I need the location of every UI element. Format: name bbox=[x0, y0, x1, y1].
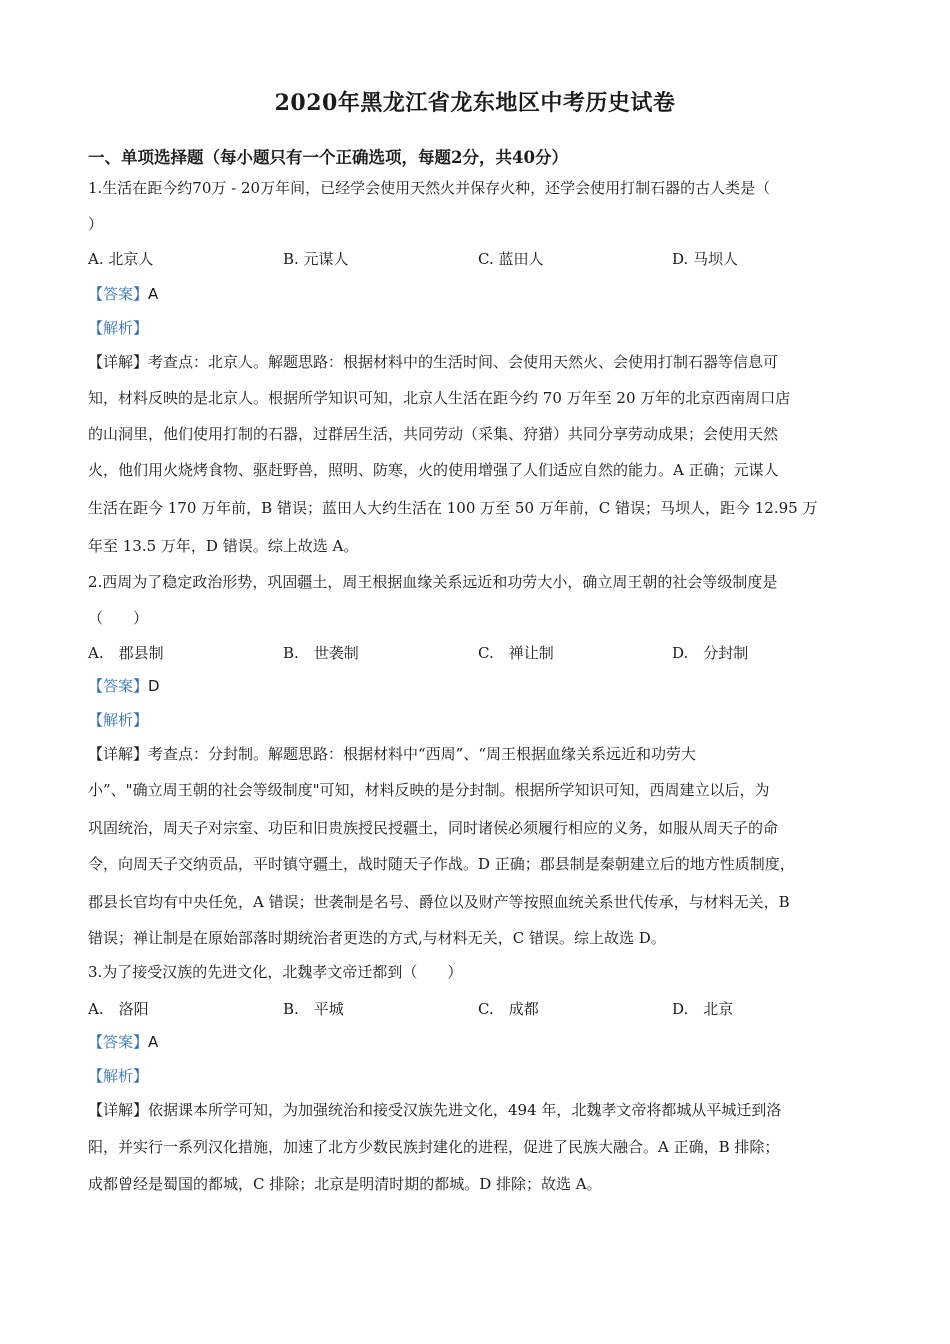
q1-detail-line-2: 知，材料反映的是北京人。根据所学知识可知，北京人生活在距今约 70 万年至 20 万年的北京西南周口店 bbox=[88, 389, 791, 407]
q2-detail-line-5: 郡县长官均有中央任免，A 错误；世袭制是名号、爵位以及财产等按照血统关系世代传承，与材料无关，B bbox=[88, 893, 790, 911]
q1-answer-value: A bbox=[148, 285, 159, 303]
q1-detail-line-4: 火，他们用火烧烤食物、驱赶野兽，照明、防寒，火的使用增强了人们适应自然的能力。A 正确；元谋人 bbox=[88, 461, 779, 479]
q1-detail-text-1: 考查点：北京人。解题思路：根据材料中的生活时间、会使用天然火、会使用打制石器等信息可 bbox=[148, 353, 779, 371]
q3-option-a: A. 洛阳 bbox=[88, 1000, 149, 1018]
answer-label: 【答案】 bbox=[88, 1033, 149, 1051]
q2-detail-line-3: 巩固统治，周天子对宗室、功臣和旧贵族授民授疆土，同时诸侯必须履行相应的义务，如服从周天子的命 bbox=[88, 819, 779, 837]
detail-label: 【详解】 bbox=[88, 745, 149, 763]
answer-label: 【答案】 bbox=[88, 285, 149, 303]
q1-answer-line bbox=[88, 284, 878, 304]
q3-detail-text-1: 依据课本所学可知，为加强统治和接受汉族先进文化，494 年，北魏孝文帝将都城从平城迁到洛 bbox=[148, 1101, 782, 1119]
q3-analysis-line bbox=[88, 1066, 878, 1086]
q2-option-d: D. 分封制 bbox=[672, 644, 749, 662]
q2-answer-line bbox=[88, 676, 878, 696]
q1-stem-line-1: 1.生活在距今约70万 - 20万年间，已经学会使用天然火并保存火种，还学会使用打制石器的古人类是（ bbox=[88, 179, 771, 197]
q2-option-b: B. 世袭制 bbox=[283, 644, 359, 662]
q3-option-d: D. 北京 bbox=[672, 1000, 734, 1018]
q3-detail-line-2: 阳，并实行一系列汉化措施，加速了北方少数民族封建化的进程，促进了民族大融合。A 正确，B 排除； bbox=[88, 1138, 780, 1156]
q1-analysis-line bbox=[88, 318, 878, 338]
q1-option-a: A. 北京人 bbox=[88, 250, 154, 268]
q3-option-b: B. 平城 bbox=[283, 1000, 344, 1018]
q2-stem-line-2: （ ） bbox=[88, 609, 149, 627]
q2-stem-line-1: 2.西周为了稳定政治形势，巩固疆土，周王根据血缘关系远近和功劳大小，确立周王朝的社会等级制度是 bbox=[88, 573, 778, 591]
q3-detail-line-1 bbox=[88, 1100, 878, 1120]
q2-detail-line-1 bbox=[88, 744, 878, 764]
analysis-label: 【解析】 bbox=[88, 711, 149, 729]
q2-detail-line-4: 令，向周天子交纳贡品，平时镇守疆土，战时随天子作战。D 正确；郡县制是秦朝建立后的地方性质制度， bbox=[88, 855, 795, 873]
q3-answer-value: A bbox=[148, 1033, 159, 1051]
q3-detail-line-3: 成都曾经是蜀国的都城，C 排除；北京是明清时期的都城。D 排除；故选 A。 bbox=[88, 1175, 602, 1193]
q2-option-c: C. 禅让制 bbox=[478, 644, 554, 662]
q1-detail-line-6: 年至 13.5 万年，D 错误。综上故选 A。 bbox=[88, 537, 359, 555]
q2-option-a: A. 郡县制 bbox=[88, 644, 164, 662]
page-title: 2020年黑龙江省龙东地区中考历史试卷 bbox=[274, 90, 676, 116]
section-heading: 一、单项选择题（每小题只有一个正确选项，每题2分，共40分） bbox=[88, 148, 568, 167]
answer-label: 【答案】 bbox=[88, 677, 149, 695]
q1-option-d: D. 马坝人 bbox=[672, 250, 739, 268]
q2-detail-line-6: 错误；禅让制是在原始部落时期统治者更迭的方式,与材料无关，C 错误。综上故选 D。 bbox=[88, 929, 666, 947]
analysis-label: 【解析】 bbox=[88, 1067, 149, 1085]
q3-answer-line bbox=[88, 1032, 878, 1052]
detail-label: 【详解】 bbox=[88, 1101, 149, 1119]
q2-answer-value: D bbox=[148, 677, 160, 695]
q2-detail-line-2: 小”、"确立周王朝的社会等级制度"可知，材料反映的是分封制。根据所学知识可知，西周建立以后，为 bbox=[88, 781, 770, 799]
q1-detail-line-5: 生活在距今 170 万年前，B 错误；蓝田人大约生活在 100 万至 50 万年前，C 错误；马坝人，距今 12.95 万 bbox=[88, 499, 818, 517]
q1-detail-line-3: 的山洞里，他们使用打制的石器，过群居生活，共同劳动（采集、狩猎）共同分享劳动成果；会使用天然 bbox=[88, 425, 779, 443]
analysis-label: 【解析】 bbox=[88, 319, 149, 337]
detail-label: 【详解】 bbox=[88, 353, 149, 371]
q2-analysis-line bbox=[88, 710, 878, 730]
q1-option-c: C. 蓝田人 bbox=[478, 250, 544, 268]
q2-detail-text-1: 考查点：分封制。解题思路：根据材料中“西周”、“周王根据血缘关系远近和功劳大 bbox=[148, 745, 697, 763]
q3-stem-line-1: 3.为了接受汉族的先进文化，北魏孝文帝迁都到（ ） bbox=[88, 963, 463, 981]
q1-stem-line-2: ） bbox=[88, 215, 104, 233]
q1-detail-line-1 bbox=[88, 352, 878, 372]
q1-option-b: B. 元谋人 bbox=[283, 250, 349, 268]
q3-option-c: C. 成都 bbox=[478, 1000, 539, 1018]
